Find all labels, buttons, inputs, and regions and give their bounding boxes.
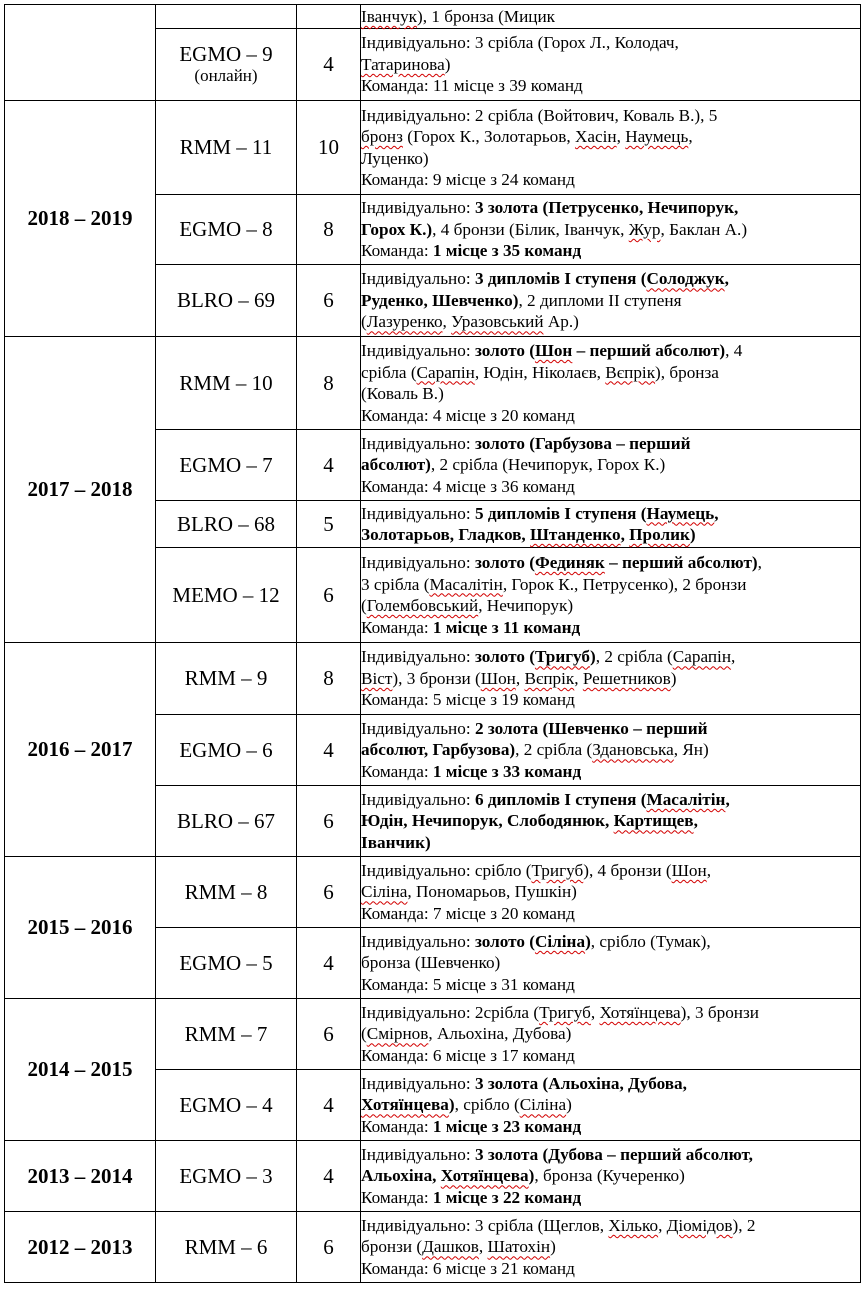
participant-count-cell: 4 — [297, 29, 361, 101]
result-line: Команда: 1 місце з 23 команд — [361, 1116, 582, 1136]
year-cell: 2012 – 2013 — [5, 1212, 156, 1283]
result-line: Індивідуально: 3 дипломів І ступеня (Солоджук, — [361, 269, 729, 289]
participant-count-cell: 5 — [297, 501, 361, 548]
result-line: Іванчик) — [361, 832, 431, 852]
competition-cell: EGMO – 8 — [156, 195, 297, 265]
result-line: Альохіна, Хотяїнцева), бронза (Кучеренко) — [361, 1166, 685, 1186]
result-line: (Коваль В.) — [361, 384, 444, 403]
result-line: Команда: 1 місце з 22 команд — [361, 1187, 582, 1207]
result-line: Індивідуально: золото (Шон – перший абсолют), 4 — [361, 341, 743, 360]
result-line: Команда: 1 місце з 35 команд — [361, 241, 582, 261]
result-line: Іванчук), 1 бронза (Мицик — [361, 6, 556, 26]
participant-count-cell: 4 — [297, 1141, 361, 1212]
result-line: бронза (Шевченко) — [361, 953, 501, 973]
competition-cell: RMM – 11 — [156, 101, 297, 195]
participant-count-cell: 4 — [297, 430, 361, 501]
result-line: Індивідуально: 3 срібла (Горох Л., Колодач, — [361, 33, 679, 53]
result-line: Індивідуально: золото (Гарбузова – перший — [361, 433, 691, 453]
participant-count-cell: 6 — [297, 1212, 361, 1283]
result-line: Хотяїнцева), срібло (Сіліна) — [361, 1095, 572, 1115]
competition-cell — [156, 5, 297, 29]
result-line: (Голембовський, Нечипорук) — [361, 596, 574, 615]
results-cell — [361, 101, 861, 195]
participant-count-cell: 10 — [297, 101, 361, 195]
participant-count-cell: 4 — [297, 1070, 361, 1141]
participant-count-cell — [297, 5, 361, 29]
result-line: Індивідуально: 2срібла (Тригуб, Хотяїнцева), 3 бронзи — [361, 1002, 759, 1022]
results-cell — [361, 1141, 861, 1212]
results-cell — [361, 1070, 861, 1141]
year-cell: 2015 – 2016 — [5, 857, 156, 999]
participant-count-cell: 8 — [297, 195, 361, 265]
competition-cell: EGMO – 3 — [156, 1141, 297, 1212]
result-line: Команда: 9 місце з 24 команд — [361, 170, 575, 189]
result-line: Команда: 7 місце з 20 команд — [361, 903, 575, 923]
table-row — [5, 1212, 861, 1283]
result-line: Індивідуально: 3 золота (Альохіна, Дубова, — [361, 1073, 687, 1093]
result-line: 3 срібла (Масалітін, Горок К., Петрусенко), 2 бронзи — [361, 574, 747, 594]
results-cell — [361, 643, 861, 715]
result-line: Команда: 5 місце з 19 команд — [361, 690, 575, 710]
result-line: Індивідуально: срібло (Тригуб), 4 бронзи (Шон, — [361, 860, 712, 880]
participant-count-cell: 8 — [297, 337, 361, 430]
result-line: Команда: 5 місце з 31 команд — [361, 974, 575, 994]
competition-cell: BLRO – 69 — [156, 265, 297, 337]
result-line: Команда: 11 місце з 39 команд — [361, 76, 583, 96]
results-cell — [361, 265, 861, 337]
result-line: Луценко) — [361, 148, 429, 168]
competition-cell: MEMO – 12 — [156, 548, 297, 643]
competition-cell: RMM – 10 — [156, 337, 297, 430]
result-line: Золотарьов, Гладков, Штанденко, Пролик) — [361, 525, 696, 544]
competition-cell: RMM – 8 — [156, 857, 297, 928]
result-line: Сіліна, Пономарьов, Пушкін) — [361, 882, 577, 902]
year-cell — [5, 5, 156, 101]
result-line: Горох К.), 4 бронзи (Білик, Іванчук, Жур, Баклан А.) — [361, 219, 748, 239]
result-line: Руденко, Шевченко), 2 дипломи ІІ ступеня — [361, 290, 682, 310]
year-cell: 2017 – 2018 — [5, 337, 156, 643]
result-line: Татаринова) — [361, 54, 451, 74]
result-line: (Смірнов, Альохіна, Дубова) — [361, 1024, 572, 1044]
table-row — [5, 643, 861, 715]
results-cell — [361, 928, 861, 999]
result-line: Індивідуально: 2 золота (Шевченко – перший — [361, 718, 708, 738]
table-row — [5, 101, 861, 195]
participant-count-cell: 6 — [297, 857, 361, 928]
result-line: Індивідуально: золото (Фединяк – перший абсолют), — [361, 553, 762, 572]
results-cell — [361, 715, 861, 786]
result-line: Індивідуально: золото (Тригуб), 2 срібла (Сарапін, — [361, 647, 736, 667]
result-line: Індивідуально: 2 срібла (Войтович, Коваль В.), 5 — [361, 105, 718, 125]
result-line: Команда: 1 місце з 33 команд — [361, 761, 582, 781]
result-line: Команда: 6 місце з 17 команд — [361, 1045, 575, 1065]
result-line: Індивідуально: 5 дипломів І ступеня (Наумець, — [361, 503, 719, 523]
participant-count-cell: 4 — [297, 928, 361, 999]
competition-note: (онлайн) — [194, 66, 258, 85]
results-cell — [361, 1212, 861, 1283]
competition-cell: RMM – 9 — [156, 643, 297, 715]
table-row — [5, 1141, 861, 1212]
results-cell — [361, 501, 861, 548]
result-line: бронз (Горох К., Золотарьов, Хасін, Наумець, — [361, 127, 693, 146]
competition-cell: EGMO – 7 — [156, 430, 297, 501]
result-line: Юдін, Нечипорук, Слободянюк, Картищев, — [361, 811, 698, 831]
year-cell: 2014 – 2015 — [5, 999, 156, 1141]
results-cell — [361, 786, 861, 857]
competition-cell: BLRO – 67 — [156, 786, 297, 857]
result-line: бронзи (Дашков, Шатохін) — [361, 1237, 556, 1257]
result-line: Індивідуально: 3 срібла (Щеглов, Хілько, Діомідов), 2 — [361, 1215, 756, 1235]
table-row — [5, 337, 861, 430]
olympiad-results-table — [4, 4, 861, 1283]
result-line: Команда: 4 місце з 20 команд — [361, 405, 575, 425]
competition-cell: EGMO – 4 — [156, 1070, 297, 1141]
result-line: Віст), 3 бронзи (Шон, Вєпрік, Решетников) — [361, 668, 677, 688]
table-row — [5, 5, 861, 29]
competition-name: EGMO – 9 — [179, 42, 273, 66]
results-cell — [361, 548, 861, 643]
table-row — [5, 857, 861, 928]
result-line: Індивідуально: золото (Сіліна), срібло (Тумак), — [361, 931, 711, 951]
results-cell — [361, 857, 861, 928]
table-row — [5, 999, 861, 1070]
results-cell — [361, 29, 861, 101]
results-cell — [361, 999, 861, 1070]
year-cell: 2018 – 2019 — [5, 101, 156, 337]
result-line: (Лазуренко, Уразовський Ар.) — [361, 312, 579, 332]
result-line: Індивідуально: 3 золота (Петрусенко, Нечипорук, — [361, 198, 739, 218]
year-cell: 2016 – 2017 — [5, 643, 156, 857]
result-line: Індивідуально: 3 золота (Дубова – перший абсолют, — [361, 1144, 753, 1164]
result-line: срібла (Сарапін, Юдін, Ніколаєв, Вєпрік), бронза — [361, 362, 719, 382]
results-cell — [361, 195, 861, 265]
result-line: Команда: 4 місце з 36 команд — [361, 476, 575, 496]
participant-count-cell: 6 — [297, 999, 361, 1070]
result-line: Команда: 6 місце з 21 команд — [361, 1258, 575, 1278]
participant-count-cell: 6 — [297, 786, 361, 857]
participant-count-cell: 6 — [297, 548, 361, 643]
result-line: Команда: 1 місце з 11 команд — [361, 617, 581, 637]
participant-count-cell: 4 — [297, 715, 361, 786]
results-cell — [361, 337, 861, 430]
participant-count-cell: 8 — [297, 643, 361, 715]
result-line: Індивідуально: 6 дипломів І ступеня (Масалітін, — [361, 789, 730, 809]
year-cell: 2013 – 2014 — [5, 1141, 156, 1212]
competition-cell — [156, 29, 297, 101]
results-cell — [361, 430, 861, 501]
competition-cell: EGMO – 5 — [156, 928, 297, 999]
competition-cell: RMM – 6 — [156, 1212, 297, 1283]
competition-cell: EGMO – 6 — [156, 715, 297, 786]
participant-count-cell: 6 — [297, 265, 361, 337]
competition-cell: RMM – 7 — [156, 999, 297, 1070]
competition-cell: BLRO – 68 — [156, 501, 297, 548]
results-cell — [361, 5, 861, 29]
result-line: абсолют, Гарбузова), 2 срібла (Здановська, Ян) — [361, 740, 709, 760]
result-line: абсолют), 2 срібла (Нечипорук, Горох К.) — [361, 455, 666, 475]
